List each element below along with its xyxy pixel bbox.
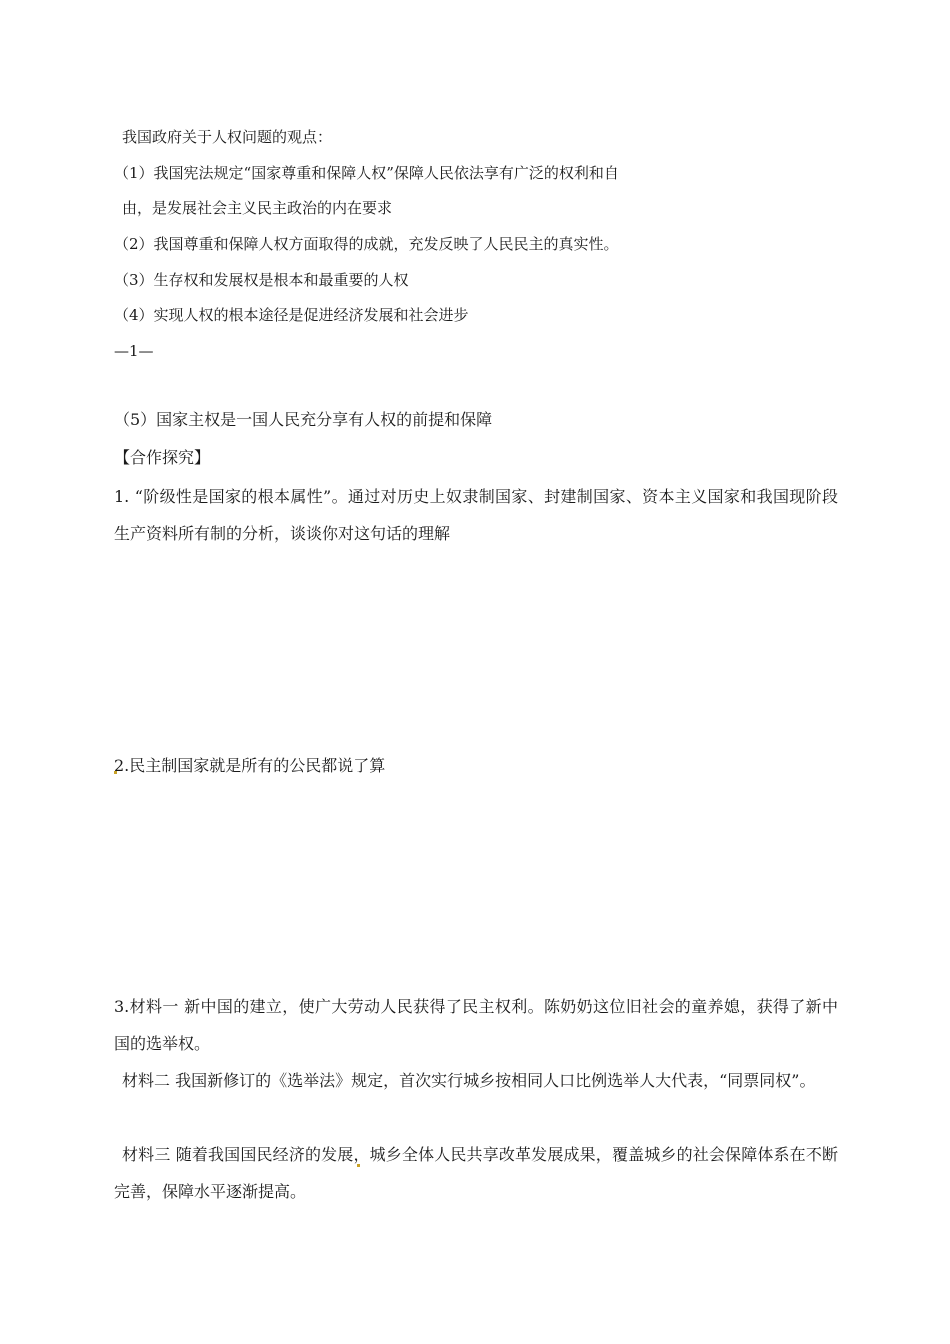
section-heading-cooperative-inquiry: 【合作探究】 (114, 448, 211, 467)
question-3-material-3: 材料三 随着我国国民经济的发展，城乡全体人民共享改革发展成果，覆盖城乡的社会保障体系在不断完善，保障水平逐渐提高。 (114, 1145, 838, 1201)
viewpoint-item-1b: 由，是发展社会主义民主政治的内在要求 (122, 199, 393, 217)
viewpoint-item-5: （5）国家主权是一国人民充分享有人权的前提和保障 (114, 410, 493, 429)
question-2: 2.民主制国家就是所有的公民都说了算 (114, 756, 386, 775)
marker-dot-2 (357, 1164, 360, 1167)
page-number: —1— (114, 342, 154, 360)
question-3-material-2: 材料二 我国新修订的《选举法》规定，首次实行城乡按相同人口比例选举人大代表，“同票同权”。 (122, 1071, 816, 1090)
viewpoint-item-3: （3）生存权和发展权是根本和最重要的人权 (114, 271, 409, 289)
viewpoint-item-4: （4）实现人权的根本途径是促进经济发展和社会进步 (114, 306, 469, 324)
viewpoint-item-2: （2）我国尊重和保障人权方面取得的成就，充发反映了人民民主的真实性。 (114, 235, 619, 253)
question-3-material-1: 3.材料一 新中国的建立，使广大劳动人民获得了民主权利。陈奶奶这位旧社会的童养媳，获得了新中国的选举权。 (114, 997, 838, 1053)
viewpoint-heading: 我国政府关于人权问题的观点： (122, 128, 333, 146)
question-1: 1. “阶级性是国家的根本属性”。通过对历史上奴隶制国家、封建制国家、资本主义国家和我国现阶段生产资料所有制的分析，谈谈你对这句话的理解 (114, 487, 838, 543)
viewpoint-item-1a: （1）我国宪法规定“国家尊重和保障人权”保障人民依法享有广泛的权利和自 (114, 164, 619, 182)
